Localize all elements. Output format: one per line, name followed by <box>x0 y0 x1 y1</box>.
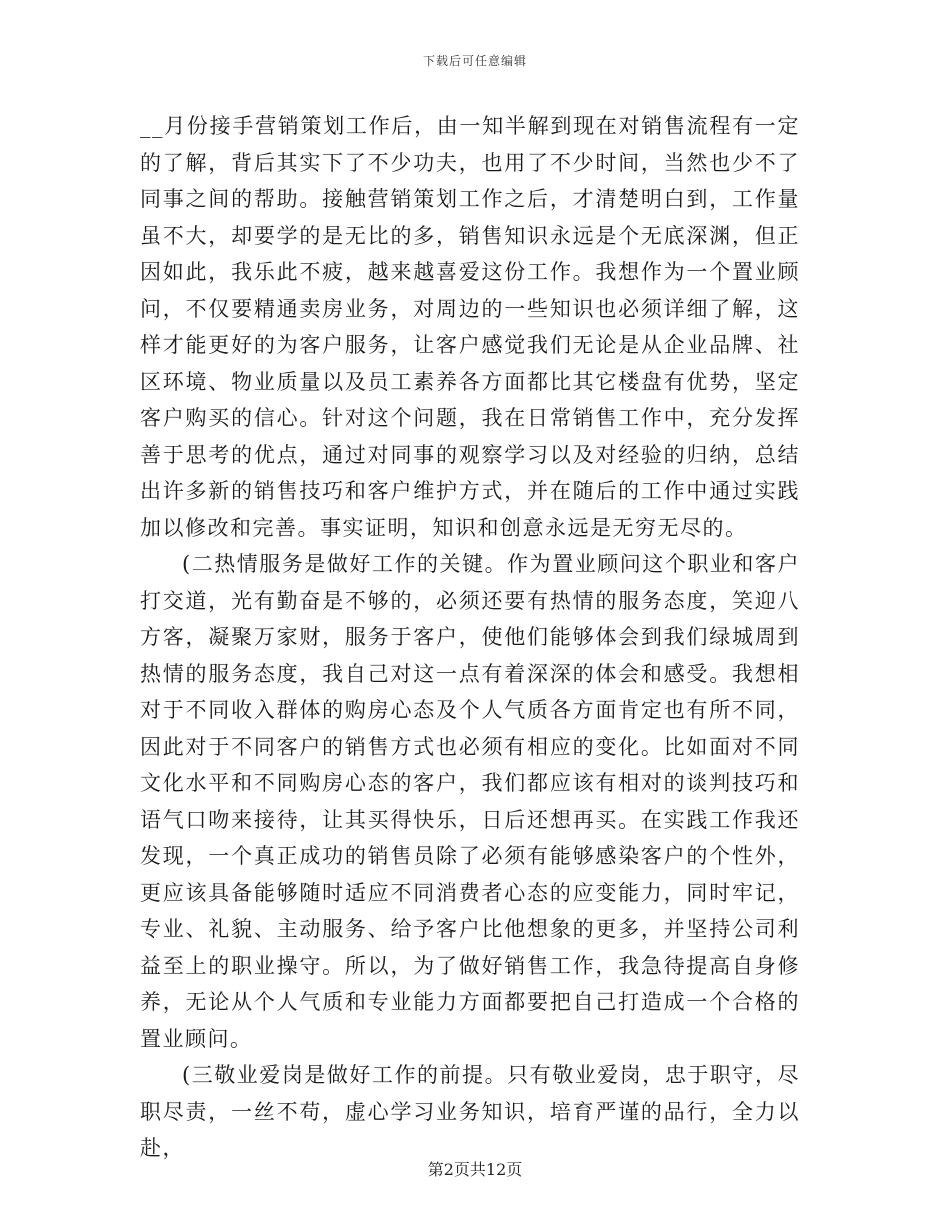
page-number-footer: 第2页共12页 <box>427 1160 523 1179</box>
paragraph-1: __月份接手营销策划工作后，由一知半解到现在对销售流程有一定的了解，背后其实下了不少功夫，也用了不少时间，当然也少不了同事之间的帮助。接触营销策划工作之后，才清楚明白到，工作量虽不大，却要学的是无比的多，销售知识永远是个无底深渊，但正因如此，我乐此不疲，越来越喜爱这份工作。我想作为一个置业顾问，不仅要精通卖房业务，对周边的一些知识也必须详细了解，这样才能更好的为客户服务，让客户感觉我们无论是从企业品牌、社区环境、物业质量以及员工素养各方面都比其它楼盘有优势，坚定客户购买的信心。针对这个问题，我在日常销售工作中，充分发挥善于思考的优点，通过对同事的观察学习以及对经验的归纳，总结出许多新的销售技巧和客户维护方式，并在随后的工作中通过实践加以修改和完善。事实证明，知识和创意永远是无穷无尽的。 <box>140 114 800 540</box>
paragraph-2: (二热情服务是做好工作的关键。作为置业顾问这个职业和客户打交道，光有勤奋是不够的，必须还要有热情的服务态度，笑迎八方客，凝聚万家财，服务于客户，使他们能够体会到我们绿城周到热情的服务态度，我自己对这一点有着深深的体会和感受。我想相对于不同收入群体的购房心态及个人气质各方面肯定也有所不同，因此对于不同客户的销售方式也必须有相应的变化。比如面对不同文化水平和不同购房心态的客户，我们都应该有相对的谈判技巧和语气口吻来接待，让其买得快乐，日后还想再买。在实践工作我还发现，一个真正成功的销售员除了必须有能够感染客户的个性外，更应该具备能够随时适应不同消费者心态的应变能力，同时牢记，专业、礼貌、主动服务、给予客户比他想象的更多，并坚持公司利益至上的职业操守。所以，为了做好销售工作，我急待提高自身修养，无论从个人气质和专业能力方面都要把自己打造成一个合格的置业顾问。 <box>140 552 800 1051</box>
document-body <box>140 108 800 1167</box>
page-header-note: 下载后可任意编辑 <box>422 54 527 68</box>
paragraph-3: (三敬业爱岗是做好工作的前提。只有敬业爱岗，忠于职守，尽职尽责，一丝不苟，虚心学习业务知识，培育严谨的品行，全力以赴， <box>140 1063 800 1160</box>
